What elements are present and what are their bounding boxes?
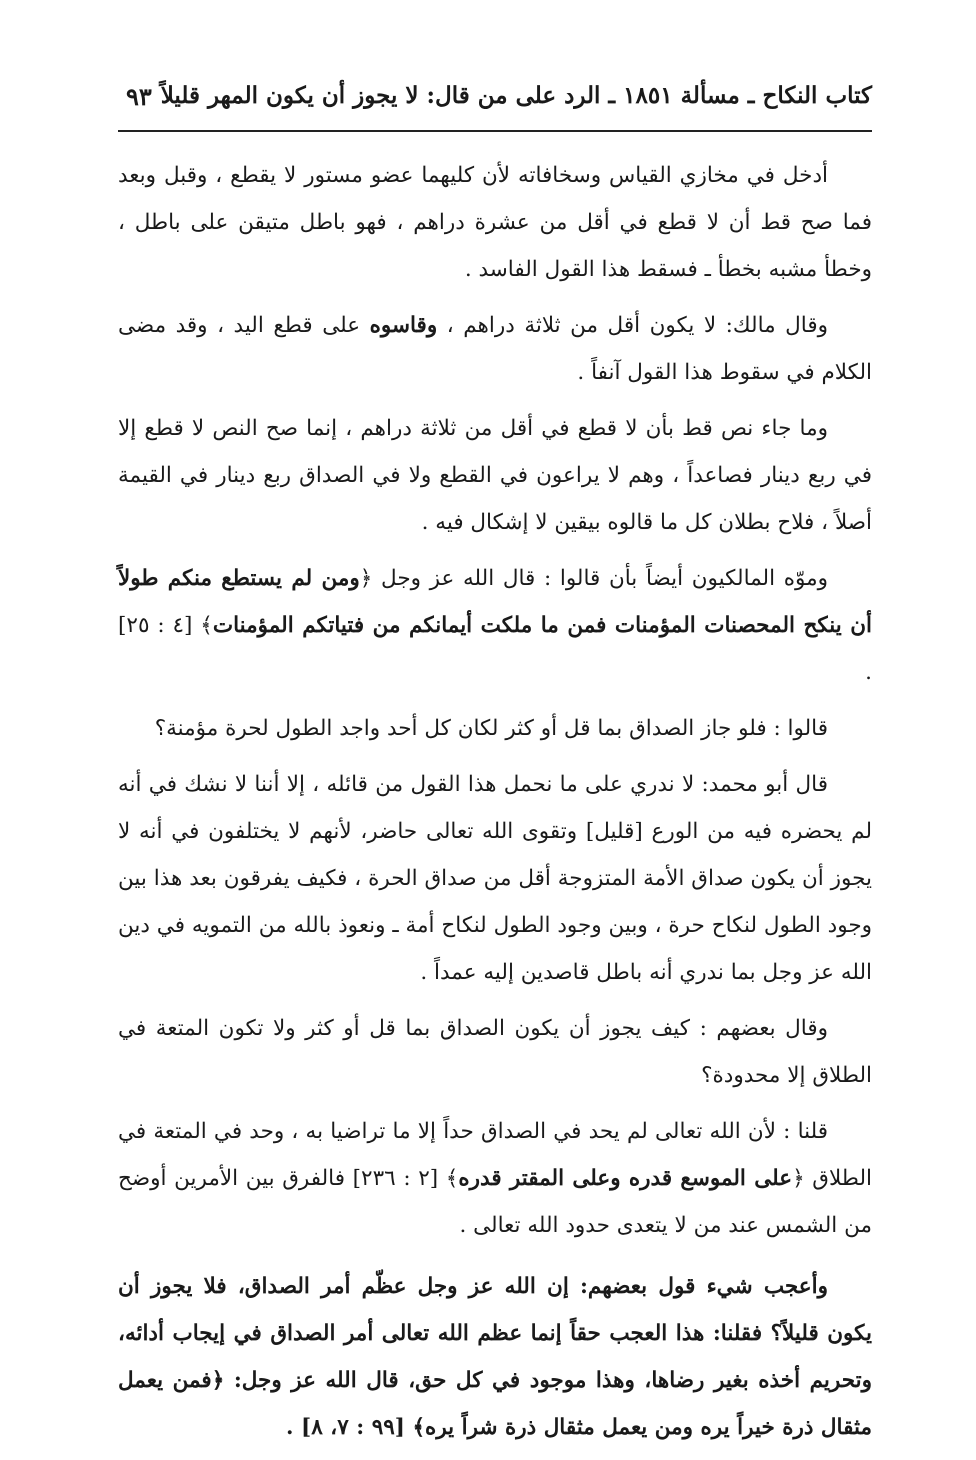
paragraph (118, 1263, 872, 1451)
paragraph (118, 405, 872, 546)
paragraph-text: أدخل في مخازي القياس وسخافاته لأن كليهما عضو مستور لا يقطع ، وقبل وبعد فما صح قط أن لا قطع في أقل من عشرة دراهم ، فهو باطل متيقن على باطل ، وخطأ مشبه بخطأ ـ فسقط هذا القول الفاسد . (118, 163, 872, 282)
quran-verse: على الموسع قدره وعلى المقتر قدره (458, 1166, 793, 1191)
paragraph (118, 302, 872, 396)
paragraph-text: وقال بعضهم : كيف يجوز أن يكون الصداق بما قل أو كثر ولا تكون المتعة في الطلاق إلا محدودة؟ (118, 1016, 872, 1088)
page-number: ٩٣ (126, 82, 152, 111)
paragraph (118, 1005, 872, 1099)
verse-reference: ﴾ [٤ : ٢٥] . (118, 613, 872, 685)
paragraph-text: وموّه المالكيون أيضاً بأن قالوا : قال الله عز وجل ﴿ (359, 566, 829, 591)
bold-term: وقاسوه (369, 313, 438, 338)
paragraph (118, 555, 872, 696)
paragraph-text: وقال مالك: لا يكون أقل من ثلاثة دراهم ، (437, 313, 829, 338)
paragraph-text: على قطع اليد ، وقد مضى الكلام في سقوط هذا القول آنفاً . (118, 313, 872, 385)
page-body (118, 152, 872, 1451)
book-page (118, 68, 872, 1460)
paragraph-text: قلنا : لأن الله تعالى لم يحد في الصداق حداً إلا ما تراضيا به ، وحد في المتعة في الطلاق ﴿ (118, 1119, 872, 1191)
paragraph (118, 152, 872, 293)
paragraph (118, 1108, 872, 1249)
paragraph-text: قال أبو محمد: لا ندري على ما نحمل هذا القول من قائله ، إلا أننا لا نشك في أنه لم يحضره فيه من الورع [قليل] وتقوى الله تعالى حاضر، لأنهم لا يختلفون في أنه لا يجوز أن يكون صداق الأمة المتزوجة أقل من صداق الحرة ، فكيف يفرقون بعد هذا بين وجود الطول لنكاح حرة ، وبين وجود الطول لنكاح أمة ـ ونعوذ بالله من التمويه في دين الله عز وجل بما ندري أنه باطل قاصدين إليه عمداً . (118, 772, 872, 985)
paragraph (118, 761, 872, 996)
paragraph-text: قالوا : فلو جاز الصداق بما قل أو كثر لكان كل أحد واجد الطول لحرة مؤمنة؟ (154, 716, 828, 741)
running-title: كتاب النكاح ـ مسألة ١٨٥١ ـ الرد على من قال: لا يجوز أن يكون المهر قليلاً (160, 82, 872, 109)
verse-reference: ﴾ [٢ : ٢٣٦] فالفرق بين الأمرين أوضح من الشمس عند من لا يتعدى حدود الله تعالى . (118, 1166, 872, 1238)
quran-verse: ومن لم يستطع منكم طولاً أن ينكح المحصنات المؤمنات فمن ما ملكت أيمانكم من فتياتكم المؤمنات (118, 566, 872, 638)
paragraph-text: وأعجب شيء قول بعضهم: إن الله عز وجل عظّم أمر الصداق، فلا يجوز أن يكون قليلاً؟ فقلنا: هذا العجب حقاً إنما عظم الله تعالى أمر الصداق في إيجاب أدائه، وتحريم أخذه بغير رضاها، وهذا موجود في كل حق، قال الله عز وجل: ﴿فمن يعمل مثقال ذرة خيراً يره ومن يعمل مثقال ذرة شراً يره﴾ [٩٩ : ٧، ٨] . (118, 1274, 872, 1440)
paragraph (118, 705, 872, 752)
page-header (118, 68, 872, 132)
paragraph-text: وما جاء نص قط بأن لا قطع في أقل من ثلاثة دراهم ، إنما صح النص لا قطع إلا في ربع دينار فصاعداً ، وهم لا يراعون في القطع ولا في الصداق ربع دينار في القيمة أصلاً ، فلاح بطلان كل ما قالوه بيقين لا إشكال فيه . (118, 416, 872, 535)
